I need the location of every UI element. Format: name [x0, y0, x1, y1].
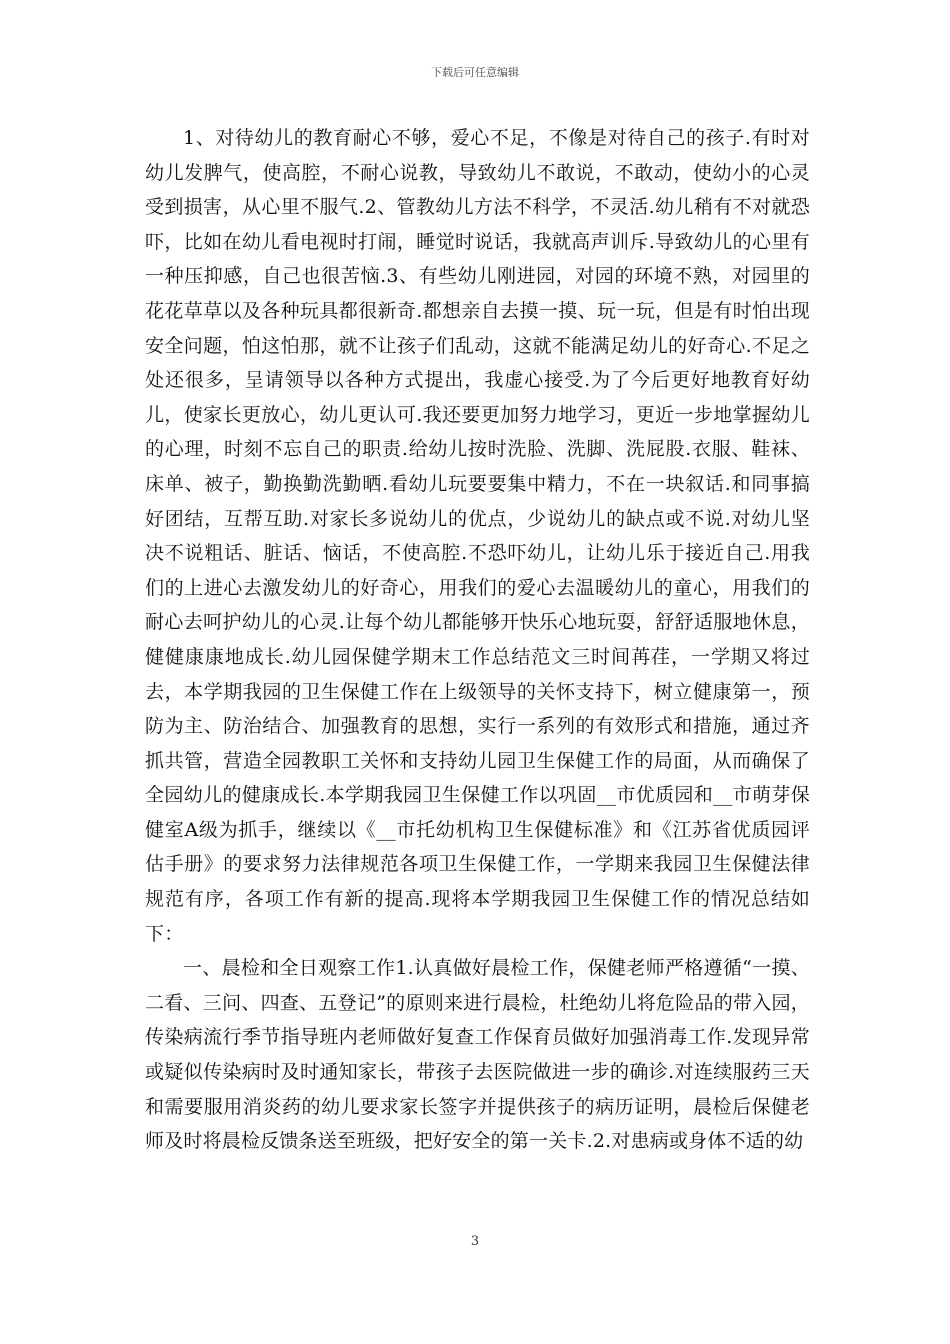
page-number: 3: [470, 1234, 480, 1249]
document-body: [145, 121, 810, 1159]
body-paragraph-2: 一、晨检和全日观察工作1.认真做好晨检工作，保健老师严格遵循“一摸、二看、三问、四查、五登记”的原则来进行晨检，杜绝幼儿将危险品的带入园，传染病流行季节指导班内老师做好复查工作保育员做好加强消毒工作.发现异常或疑似传染病时及时通知家长，带孩子去医院做进一步的确诊.对连续服药三天和需要服用消炎药的幼儿要求家长签字并提供孩子的病历证明，晨检后保健老师及时将晨检反馈条送至班级，把好安全的第一关卡.2.对患病或身体不适的幼: [145, 957, 810, 1153]
body-paragraph-1: 1、对待幼儿的教育耐心不够，爱心不足，不像是对待自己的孩子.有时对幼儿发脾气，使高腔，不耐心说教，导致幼儿不敢说，不敢动，使幼小的心灵受到损害，从心里不服气.2、管教幼儿方法不科学，不灵活.幼儿稍有不对就恐吓，比如在幼儿看电视时打闹，睡觉时说话，我就高声训斥.导致幼儿的心里有一种压抑感，自己也很苦恼.3、有些幼儿刚进园，对园的环境不熟，对园里的花花草草以及各种玩具都很新奇.都想亲自去摸一摸、玩一玩，但是有时怕出现安全问题，怕这怕那，就不让孩子们乱动，这就不能满足幼儿的好奇心.不足之处还很多，呈请领导以各种方式提出，我虚心接受.为了今后更好地教育好幼儿，使家长更放心，幼儿更认可.我还要更加努力地学习，更近一步地掌握幼儿的心理，时刻不忘自己的职责.给幼儿按时洗脸、洗脚、洗屁股.衣服、鞋袜、床单、被子，勤换勤洗勤晒.看幼儿玩要要集中精力，不在一块叙话.和同事搞好团结，互帮互助.对家长多说幼儿的优点，少说幼儿的缺点或不说.对幼儿坚决不说粗话、脏话、恼话，不使高腔.不恐吓幼儿，让幼儿乐于接近自己.用我们的上进心去激发幼儿的好奇心，用我们的爱心去温暖幼儿的童心，用我们的耐心去呵护幼儿的心灵.让每个幼儿都能够开快乐心地玩耍，舒舒适服地休息，健健康康地成长.幼儿园保健学期末工作总结范文三时间苒荏，一学期又将过去，本学期我园的卫生保健工作在上级领导的关怀支持下，树立健康第一，预防为主、防治结合、加强教育的思想，实行一系列的有效形式和措施，通过齐抓共管，营造全园教职工关怀和支持幼儿园卫生保健工作的局面，从而确保了全园幼儿的健康成长.本学期我园卫生保健工作以巩固__市优质园和__市萌芽保健室A级为抓手，继续以《__市托幼机构卫生保健标准》和《江苏省优质园评估手册》的要求努力法律规范各项卫生保健工作，一学期来我园卫生保健法律规范有序，各项工作有新的提高.现将本学期我园卫生保健工作的情况总结如下：: [145, 127, 810, 945]
page-header: 下载后可任意编辑: [431, 66, 519, 79]
